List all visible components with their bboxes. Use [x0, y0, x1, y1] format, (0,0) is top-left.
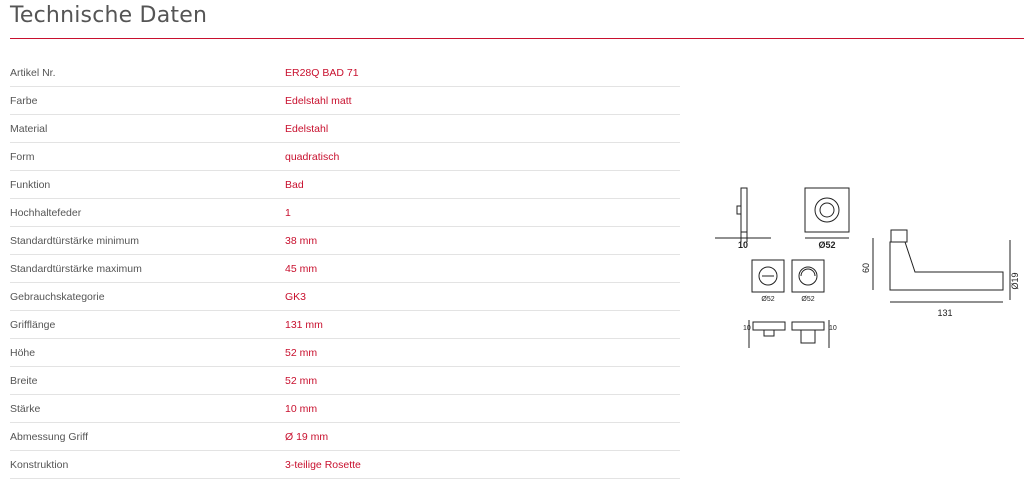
- spec-row: [10, 227, 680, 255]
- rosette-side-view: [741, 188, 747, 232]
- spec-value: quadratisch: [285, 150, 340, 163]
- dim-label-side-left: 10: [743, 325, 751, 332]
- escutcheon-left-profile: [753, 322, 785, 330]
- rosette-side-stub: [737, 206, 741, 214]
- spec-value: 45 mm: [285, 262, 318, 275]
- spec-value: 10 mm: [285, 402, 318, 415]
- escutcheon-right-profile: [792, 322, 824, 330]
- spec-value: 52 mm: [285, 346, 318, 359]
- dim-label-small-left: Ø52: [761, 296, 775, 303]
- spec-label: Höhe: [10, 346, 36, 359]
- spec-value: GK3: [285, 290, 307, 303]
- dim-label-small-right: Ø52: [801, 296, 815, 303]
- spec-row: [10, 143, 680, 171]
- spec-value: Ø 19 mm: [285, 430, 329, 443]
- handle-neck: [891, 230, 907, 242]
- spec-value: ER28Q BAD 71: [285, 66, 359, 79]
- dim-label-side-right: 10: [829, 325, 837, 332]
- dim-label-diameter: Ø52: [818, 240, 836, 250]
- spec-value: 3-teilige Rosette: [285, 458, 361, 471]
- spec-row: [10, 311, 680, 339]
- spec-value: 131 mm: [285, 318, 323, 331]
- spec-value: 1: [285, 206, 291, 219]
- spec-label: Farbe: [10, 94, 38, 107]
- spec-row: [10, 367, 680, 395]
- rosette-inner-ring: [820, 203, 834, 217]
- spec-row: [10, 395, 680, 423]
- spec-label: Breite: [10, 374, 38, 387]
- spec-table: [10, 59, 680, 479]
- spec-label: Standardtürstärke maximum: [10, 262, 142, 275]
- spec-row: [10, 59, 680, 87]
- dim-label-handle-diameter: Ø19: [1010, 272, 1020, 290]
- spec-label: Material: [10, 122, 48, 135]
- spec-label: Form: [10, 150, 35, 163]
- spec-row: [10, 87, 680, 115]
- spec-value: 38 mm: [285, 234, 318, 247]
- spec-row: [10, 283, 680, 311]
- spec-label: Abmessung Griff: [10, 430, 89, 443]
- spec-label: Stärke: [10, 402, 41, 415]
- spec-label: Gebrauchskategorie: [10, 290, 105, 303]
- technical-drawing-svg: [705, 180, 1024, 365]
- spec-value: Edelstahl: [285, 122, 329, 135]
- spec-row: [10, 451, 680, 479]
- spec-row: [10, 255, 680, 283]
- page-title: Technische Daten: [10, 3, 208, 28]
- spec-label: Hochhaltefeder: [10, 206, 82, 219]
- spec-value: Edelstahl matt: [285, 94, 352, 107]
- spec-row: [10, 339, 680, 367]
- spec-label: Grifflänge: [10, 318, 56, 331]
- spec-row: [10, 423, 680, 451]
- spec-row: [10, 171, 680, 199]
- dim-label-handle-length: 131: [937, 308, 953, 318]
- dim-label-thickness: 10: [737, 240, 749, 250]
- escutcheon-right: [792, 260, 824, 292]
- spec-row: [10, 115, 680, 143]
- spec-value: 52 mm: [285, 374, 318, 387]
- spec-value: Bad: [285, 178, 304, 191]
- title-divider: [10, 38, 1024, 39]
- spec-label: Konstruktion: [10, 458, 69, 471]
- spec-label: Artikel Nr.: [10, 66, 56, 79]
- technical-drawing: [705, 180, 1024, 365]
- spec-label: Standardtürstärke minimum: [10, 234, 139, 247]
- spec-row: [10, 199, 680, 227]
- dim-label-handle-height: 60: [861, 262, 871, 274]
- handle-lever: [890, 242, 1003, 290]
- rosette-outer-ring: [815, 198, 839, 222]
- rosette-front-view: [805, 188, 849, 232]
- spec-label: Funktion: [10, 178, 51, 191]
